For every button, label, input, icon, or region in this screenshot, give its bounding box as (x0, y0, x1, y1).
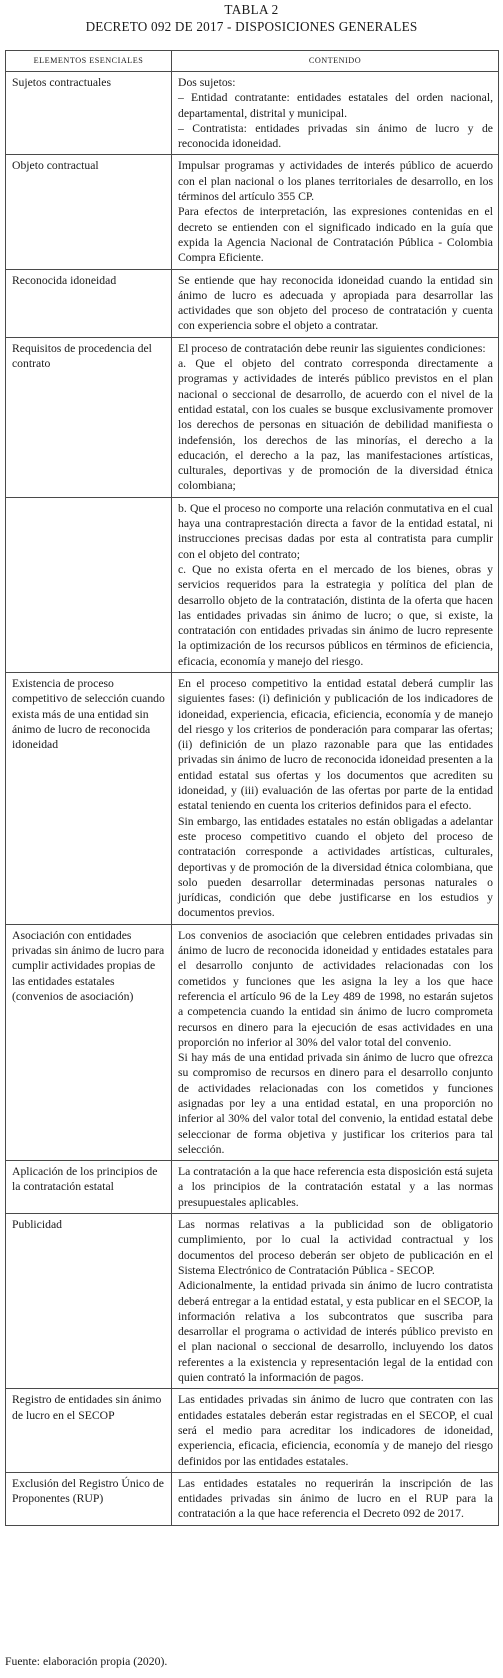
content-paragraph: La contratación a la que hace referencia esta disposición está sujeta a los principios de la contratación estatal y a las normas presupuestales aplicables. (178, 1165, 493, 1209)
content-paragraph: Impulsar programas y actividades de interés público de acuerdo con el plan nacional o los planes territoriales de desarrollo, en los términos del artículo 355 CP. (178, 159, 493, 204)
table-row (6, 155, 499, 269)
table-row (6, 1472, 499, 1525)
table-title: TABLA 2 (224, 2, 279, 17)
content-paragraph: Las entidades estatales no requerirán la inscripción de las entidades privadas sin ánimo de lucro en el RUP para la contratación a la que hace referencia el Decreto 092 de 2017. (178, 1476, 493, 1521)
content-paragraph: Si hay más de una entidad privada sin ánimo de lucro que ofrezca su compromiso de recursos en dinero para el desarrollo conjunto de actividades relacionadas con los cometidos y funciones asignadas por ley a una entidad estatal, en una proporción no inferior al 30% del valor total del convenio, la entidad estatal debe seleccionar de forma objetiva y justificar los criterios para tal selección. (178, 1051, 493, 1156)
content-paragraph: Las entidades privadas sin ánimo de lucro que contraten con las entidades estatales deberán estar registradas en el SECOP, el cual será el medio para acreditar los indicadores de idoneidad, experiencia, eficacia, eficiencia, economía y de manejo del riesgo definidos por las entidades estatales. (178, 1393, 493, 1468)
content-paragraph: Para efectos de interpretación, las expresiones contenidas en el decreto se entienden con el significado indicado en la guía que expida la Agencia Nacional de Contratación Pública - Colombia Compra Eficiente. (178, 205, 493, 265)
element-cell: Registro de entidades sin ánimo de lucro en el SECOP (6, 1389, 172, 1472)
content-cell (172, 1214, 499, 1389)
provisions-table (5, 50, 499, 1526)
element-cell: Objeto contractual (6, 155, 172, 269)
content-paragraph: Las normas relativas a la publicidad son de obligatorio cumplimiento, por lo cual la actividad contractual y los documentos del proceso deberán ser objeto de publicación en el Sistema Electrónico de Contratación Pública - SECOP. (178, 1218, 493, 1277)
content-paragraph: Los convenios de asociación que celebren entidades privadas sin ánimo de lucro de reconocida idoneidad y entidades estatales para el desarrollo conjunto de actividades relacionadas con los cometidos y funciones que les asigna la ley a los que hace referencia el artículo 96 de la Ley 489 de 1998, no estarán sujetos a competencia cuando la entidad sin ánimo de lucro comprometa recursos en dinero para la ejecución de esas actividades en una proporción no inferior al 30% del valor total del convenio. (178, 928, 493, 1049)
element-cell: Asociación con entidades privadas sin ánimo de lucro para cumplir actividades propias de las entidades estatales (convenios de asociación) (6, 924, 172, 1160)
content-paragraph: En el proceso competitivo la entidad estatal deberá cumplir las siguientes fases: (i) definición y publicación de los indicadores de idoneidad, experiencia, eficacia, eficiencia, economía y de manejo del riesgo y los criterios de ponderación para comparar las ofertas; (ii) definición de un plazo razonable para que las entidades privadas sin ánimo de lucro de reconocida idoneidad presenten a la entidad estatal sus ofertas y los documentos que acrediten su idoneidad, y (iii) evaluación de las ofertas por parte de la entidad estatal teniendo en cuenta los criterios definidos para el efecto. (178, 676, 493, 813)
content-paragraph: El proceso de contratación debe reunir las siguientes condiciones: (178, 341, 486, 355)
content-paragraph: – Contratista: entidades privadas sin ánimo de lucro y de reconocida idoneidad. (178, 121, 493, 151)
table-row (6, 672, 499, 924)
table-row (6, 1161, 499, 1214)
content-paragraph: a. Que el objeto del contrato corresponda directamente a programas y actividades de interés público previstos en el plan nacional o seccional de desarrollo, de acuerdo con el nivel de la entidad estatal, con los cuales se busque exclusivamente promover los derechos de personas en situación de debilidad manifiesta o indefensión, los derechos de las minorías, el derecho a la educación, el derecho a la paz, las manifestaciones artísticas, culturales, deportivas y de promoción de la diversidad étnica colombiana; (178, 357, 493, 493)
table-row (6, 337, 499, 497)
table-row (6, 269, 499, 337)
table-subtitle: DECRETO 092 DE 2017 - DISPOSICIONES GENERALES (85, 19, 418, 34)
content-cell (172, 1161, 499, 1214)
table-row (6, 924, 499, 1160)
element-cell: Reconocida idoneidad (6, 269, 172, 337)
table-caption (0, 0, 503, 35)
content-cell (172, 269, 499, 337)
content-cell (172, 924, 499, 1160)
element-cell: Exclusión del Registro Único de Proponentes (RUP) (6, 1472, 172, 1525)
element-cell: Publicidad (6, 1214, 172, 1389)
element-cell (6, 497, 172, 672)
content-paragraph: b. Que el proceso no comporte una relación conmutativa en el cual haya una contraprestación directa a favor de la entidad estatal, ni instrucciones precisas dadas por esta al contratista para cumplir con el objeto del contrato; (178, 501, 493, 561)
table-row (6, 1389, 499, 1472)
content-paragraph: – Entidad contratante: entidades estatales del orden nacional, departamental, distrital y municipal. (178, 91, 493, 120)
content-cell (172, 72, 499, 155)
content-paragraph: Dos sujetos: (178, 76, 236, 89)
table-row (6, 1214, 499, 1389)
content-cell (172, 1389, 499, 1472)
element-cell: Requisitos de procedencia del contrato (6, 337, 172, 497)
content-cell (172, 337, 499, 497)
content-cell (172, 497, 499, 672)
content-paragraph: Adicionalmente, la entidad privada sin ánimo de lucro contratista deberá entregar a la entidad estatal, y esta publicar en el SECOP, la información relativa a los subcontratos que suscriba para desarrollar el programa o actividad de interés público previsto en el plan nacional o seccional de desarrollo, incluyendo los datos referentes a la existencia y representación legal de la entidad con quien contrató la información de pagos. (178, 1279, 493, 1385)
table-row (6, 72, 499, 155)
content-cell (172, 155, 499, 269)
table-row (6, 497, 499, 672)
content-paragraph: c. Que no exista oferta en el mercado de los bienes, obras y servicios requeridos para la estrategia y política del plan de desarrollo objeto de la contratación, distinta de la oferta que hacen las entidades privadas sin ánimo de lucro; o que, si existe, la contratación con entidades privadas sin ánimo de lucro represente la optimización de los recursos públicos en términos de eficiencia, eficacia, economía y manejo del riesgo. (178, 562, 493, 668)
content-paragraph: Sin embargo, las entidades estatales no están obligadas a adelantar este proceso competitivo cuando el objeto del proceso de contratación corresponde a actividades artísticas, culturales, deportivas y de promoción de la diversidad étnica colombiana, que solo pueden desarrollar determinadas personas naturales o jurídicas, condición que debe justificarse en los estudios y documentos previos. (178, 814, 493, 920)
content-paragraph: Se entiende que hay reconocida idoneidad cuando la entidad sin ánimo de lucro es adecuada y apropiada para desarrollar las actividades que son objeto del proceso de contratación y cuenta con experiencia sobre el objeto a contratar. (178, 273, 493, 333)
element-cell: Existencia de proceso competitivo de selección cuando exista más de una entidad sin ánimo de lucro de reconocida idoneidad (6, 672, 172, 924)
element-cell: Sujetos contractuales (6, 72, 172, 155)
header-contenido: CONTENIDO (172, 51, 499, 72)
source-note: Fuente: elaboración propia (2020). (5, 1655, 168, 1668)
header-elementos: ELEMENTOS ESENCIALES (6, 51, 172, 72)
element-cell: Aplicación de los principios de la contratación estatal (6, 1161, 172, 1214)
table-body (6, 72, 499, 1526)
content-cell (172, 672, 499, 924)
table-header-row (6, 51, 499, 72)
content-cell (172, 1472, 499, 1525)
